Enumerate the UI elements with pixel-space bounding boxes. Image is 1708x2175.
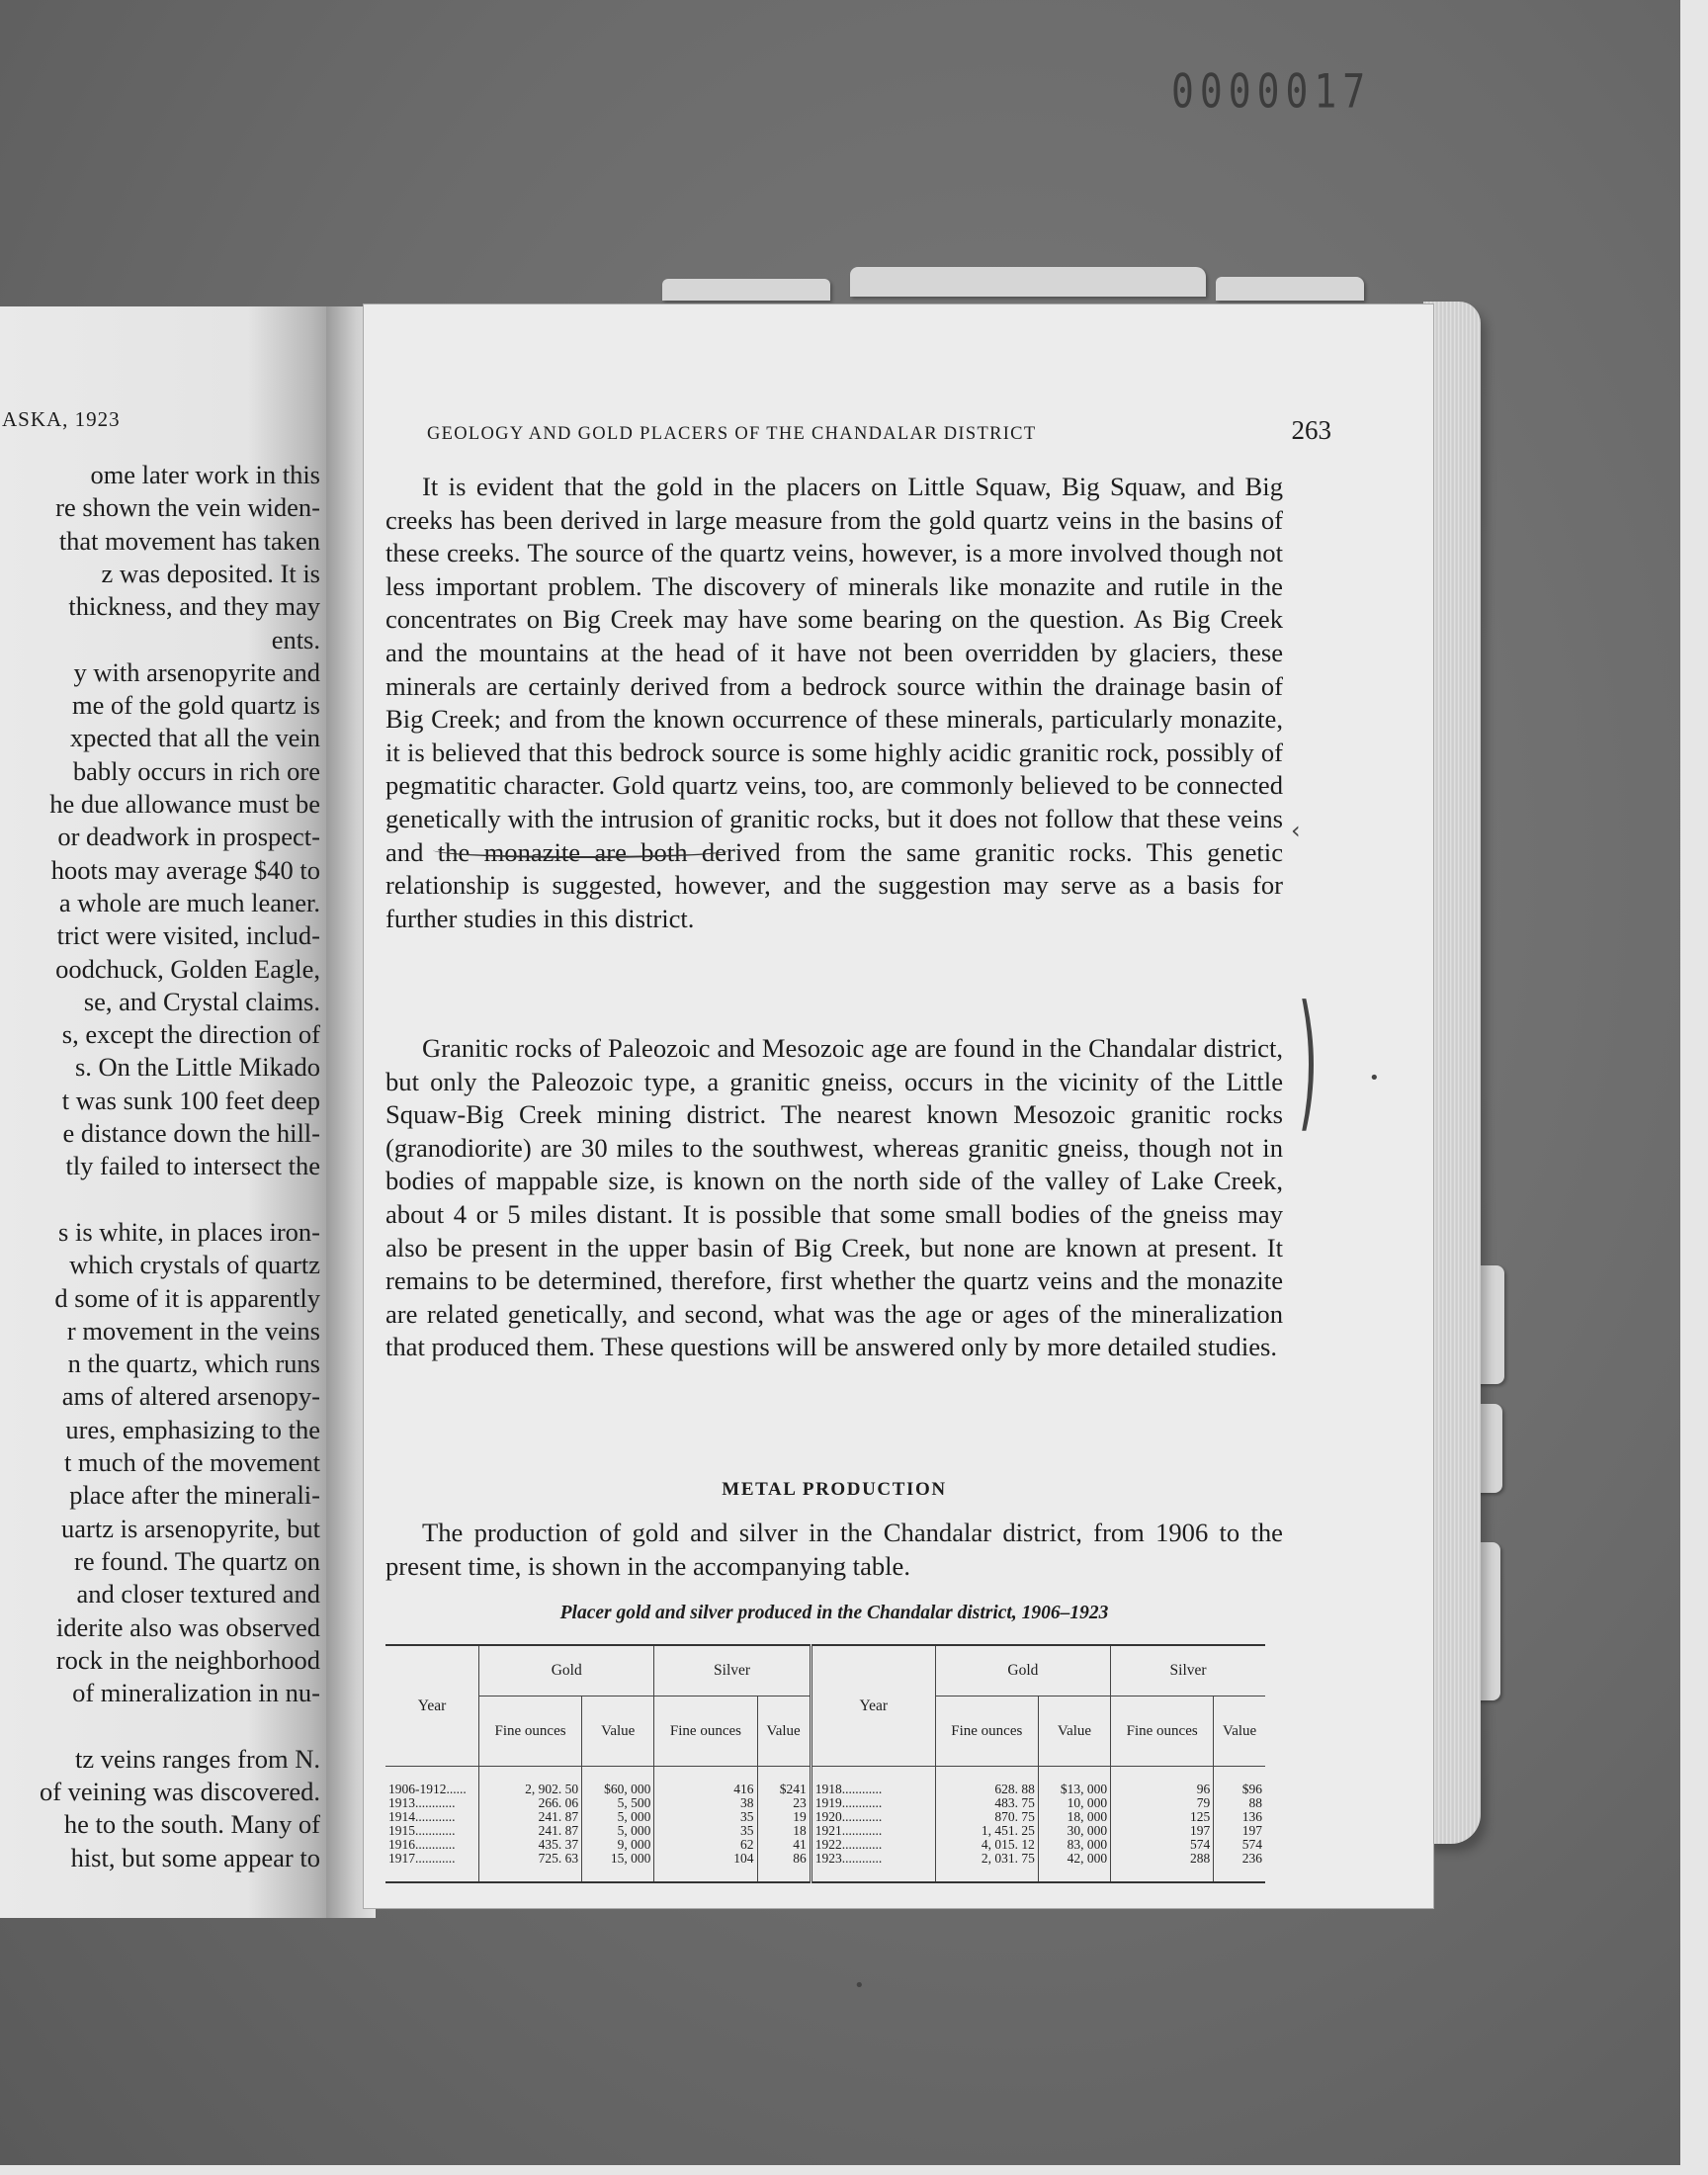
- left-text-line: trict were visited, includ-: [56, 920, 320, 951]
- section-heading: METAL PRODUCTION: [722, 1479, 947, 1500]
- left-text-line: n the quartz, which runs: [67, 1348, 320, 1379]
- table-cell-year: 1917............: [388, 1851, 456, 1866]
- table-cell: 197: [1111, 1824, 1214, 1838]
- paragraph: The production of gold and silver in the Chandalar district, from 1906 to the present time, is shown in the accompanying table.: [385, 1518, 1283, 1581]
- left-text-line: place after the minerali-: [69, 1480, 320, 1511]
- table-cell: 23: [757, 1796, 811, 1810]
- left-text-line: s, except the direction of: [61, 1019, 320, 1050]
- table-cell: 96: [1111, 1767, 1214, 1797]
- table-cell: 2, 902. 50: [479, 1767, 582, 1797]
- header-fine-ounces: Fine ounces: [654, 1696, 757, 1767]
- left-text-line: e distance down the hill-: [62, 1118, 320, 1148]
- left-text-line: hoots may average $40 to: [50, 854, 320, 885]
- table-cell: 266. 06: [479, 1796, 582, 1810]
- running-head-title: GEOLOGY AND GOLD PLACERS OF THE CHANDALAR DISTRICT: [427, 424, 1037, 444]
- table-cell: 197: [1214, 1824, 1265, 1838]
- left-text-line: y with arsenopyrite and: [73, 656, 320, 687]
- table-cell: 18, 000: [1038, 1810, 1110, 1824]
- table-cell-year: 1920............: [811, 1810, 935, 1824]
- table-cell: 104: [654, 1852, 757, 1882]
- paragraph: Granitic rocks of Paleozoic and Mesozoic age are found in the Chandalar district, but only the Paleozoic type, a granitic gneiss, occurs in the vicinity of the Little Squaw-Big Creek mining district. The nearest known Mesozoic granitic rocks (granodiorite) are 30 miles to the southwest, whereas granitic gneiss, though not in bodies of mappable size, is known on the north side of the valley of Lake Creek, about 4 or 5 miles distant. It is possible that some small bodies of the gneiss may also be present in the upper basin of Big Creek, but none are known at present. It remains to be determined, therefore, first whether the quartz veins and the monazite are related genetically, and second, what was the age or ages of the mineralization that produced them. These questions will be answered only by more detailed studies.: [385, 1033, 1283, 1362]
- left-text-line: xpected that all the vein: [69, 723, 320, 753]
- table-cell: 574: [1214, 1838, 1265, 1852]
- table-cell: 88: [1214, 1796, 1265, 1810]
- table-cell: $13, 000: [1038, 1767, 1110, 1797]
- table-cell: 19: [757, 1810, 811, 1824]
- left-text-line: thickness, and they may: [68, 591, 320, 622]
- paragraph: It is evident that the gold in the placers on Little Squaw, Big Squaw, and Big creeks has been derived in large measure from the gold quartz veins in the basins of these creeks. The source of the quartz veins, however, is a more involved though not less important problem. The discovery of minerals like monazite and rutile in the concentrates on Big Creek may have some bearing on the question. As Big Creek and the mountains at the head of it have not been overridden by glaciers, these minerals are certainly derived from a bedrock source within the drainage basin of Big Creek; and from the known occurrence of these minerals, particularly monazite, it is believed that this bedrock source is some highly acidic granitic rock, possibly of pegmatitic character. Gold quartz veins, too, are commonly believed to be connected genetically with the intrusion of granitic rocks, but it does not follow that these veins and the monazite are both derived from the same granitic rocks. This genetic relationship is suggested, however, and the suggestion may serve as a basis for further studies in this district.: [385, 472, 1283, 933]
- table-cell: 4, 015. 12: [935, 1838, 1038, 1852]
- table-cell: 628. 88: [935, 1767, 1038, 1797]
- table-row: [385, 1852, 1265, 1882]
- pencil-dot: •: [1369, 1068, 1380, 1088]
- header-gold: Gold: [479, 1645, 654, 1696]
- left-page: [0, 306, 354, 1918]
- table-cell: 125: [1111, 1810, 1214, 1824]
- left-text-line: r movement in the veins: [66, 1315, 320, 1346]
- table-cell: 42, 000: [1038, 1852, 1110, 1882]
- header-value: Value: [757, 1696, 811, 1767]
- pencil-check-mark: ‹: [1291, 817, 1301, 844]
- torn-tab: [1216, 277, 1364, 301]
- table-cell: $60, 000: [582, 1767, 654, 1797]
- left-text-line: t much of the movement: [63, 1447, 320, 1477]
- left-text-line: and closer textured and: [76, 1579, 320, 1610]
- table-cell-year: 1913............: [388, 1795, 456, 1810]
- header-value: Value: [1038, 1696, 1110, 1767]
- header-gold: Gold: [935, 1645, 1110, 1696]
- left-text-line: of mineralization in nu-: [72, 1678, 320, 1708]
- table-caption: Placer gold and silver produced in the Chandalar district, 1906–1923: [559, 1603, 1109, 1623]
- table-cell: 35: [654, 1824, 757, 1838]
- table-cell-year: 1916............: [388, 1837, 456, 1852]
- table-cell: 136: [1214, 1810, 1265, 1824]
- table-cell-year: 1915............: [388, 1823, 456, 1838]
- header-silver: Silver: [1111, 1645, 1265, 1696]
- table-cell: 83, 000: [1038, 1838, 1110, 1852]
- left-text-line: of veining was discovered.: [39, 1777, 320, 1806]
- table-cell: 416: [654, 1767, 757, 1797]
- left-text-line: re found. The quartz on: [74, 1545, 320, 1576]
- table-row: [385, 1767, 1265, 1797]
- header-fine-ounces: Fine ounces: [479, 1696, 582, 1767]
- table-cell: 5, 000: [582, 1824, 654, 1838]
- table-cell: 5, 500: [582, 1796, 654, 1810]
- table-cell: $96: [1214, 1767, 1265, 1797]
- right-page: [364, 304, 1433, 1996]
- production-table-body: [385, 1767, 1265, 1883]
- table-cell: $241: [757, 1767, 811, 1797]
- left-text-line: tly failed to intersect the: [65, 1151, 320, 1181]
- table-cell-year: 1918............: [811, 1767, 935, 1797]
- left-text-line: ome later work in this: [90, 460, 320, 489]
- left-text-line: ures, emphasizing to the: [65, 1414, 320, 1444]
- table-cell: 10, 000: [1038, 1796, 1110, 1810]
- left-text-line: re shown the vein widen-: [55, 492, 320, 523]
- header-fine-ounces: Fine ounces: [1111, 1696, 1214, 1767]
- left-text-line: s is white, in places iron-: [58, 1216, 320, 1247]
- table-cell: 62: [654, 1838, 757, 1852]
- table-cell: 574: [1111, 1838, 1214, 1852]
- table-cell: 41: [757, 1838, 811, 1852]
- table-cell: 288: [1111, 1852, 1214, 1882]
- table-cell-year: 1906-1912......: [388, 1782, 467, 1796]
- table-cell: 79: [1111, 1796, 1214, 1810]
- pencil-underline: [433, 842, 729, 858]
- running-head: [427, 415, 1331, 446]
- document-stamp: 0000017: [1171, 63, 1372, 119]
- page-number: 263: [1291, 415, 1331, 445]
- table-cell: 483. 75: [935, 1796, 1038, 1810]
- table-cell: 86: [757, 1852, 811, 1882]
- table-cell-year: 1921............: [811, 1824, 935, 1838]
- left-text-line: t was sunk 100 feet deep: [61, 1085, 320, 1115]
- table-cell: 38: [654, 1796, 757, 1810]
- header-value: Value: [582, 1696, 654, 1767]
- table-cell-year: 1922............: [811, 1838, 935, 1852]
- table-cell: 870. 75: [935, 1810, 1038, 1824]
- header-year: Year: [811, 1645, 935, 1767]
- left-text-line: he to the south. Many of: [63, 1809, 320, 1840]
- table-row: [385, 1796, 1265, 1810]
- torn-tab: [662, 279, 830, 301]
- left-text-line: me of the gold quartz is: [72, 690, 320, 721]
- left-text-line: d some of it is apparently: [54, 1282, 320, 1313]
- header-year: Year: [385, 1645, 479, 1767]
- left-text-line: ents.: [271, 624, 320, 654]
- left-text-line: bably occurs in rich ore: [72, 755, 320, 786]
- left-text-line: hist, but some appear to: [70, 1842, 320, 1872]
- table-row: [385, 1824, 1265, 1838]
- table-cell-year: 1914............: [388, 1809, 456, 1824]
- table-cell: 241. 87: [479, 1824, 582, 1838]
- table-cell: 35: [654, 1810, 757, 1824]
- pencil-bracket-mark: ): [1298, 975, 1319, 1147]
- pencil-dot: •: [854, 1975, 865, 1996]
- table-cell-year: 1919............: [811, 1796, 935, 1810]
- table-cell: 5, 000: [582, 1810, 654, 1824]
- left-text-line: iderite also was observed: [55, 1611, 320, 1642]
- table-row: [385, 1838, 1265, 1852]
- production-table: [385, 1644, 1265, 1883]
- left-text-line: oodchuck, Golden Eagle,: [55, 953, 320, 984]
- left-running-head: ASKA, 1923: [2, 407, 121, 431]
- left-text-line: a whole are much leaner.: [58, 887, 320, 917]
- left-text-line: tz veins ranges from N.: [75, 1743, 320, 1774]
- table-cell: 2, 031. 75: [935, 1852, 1038, 1882]
- left-text-line: z was deposited. It is: [101, 558, 320, 588]
- table-cell: 435. 37: [479, 1838, 582, 1852]
- table-cell: 1, 451. 25: [935, 1824, 1038, 1838]
- table-cell: 241. 87: [479, 1810, 582, 1824]
- production-table-wrapper: [385, 1644, 1265, 1883]
- table-row: [385, 1810, 1265, 1824]
- table-cell: 15, 000: [582, 1852, 654, 1882]
- left-text-line: which crystals of quartz: [69, 1250, 320, 1280]
- left-text-line: s. On the Little Mikado: [74, 1052, 320, 1083]
- left-text-line: that movement has taken: [58, 525, 320, 556]
- left-text-line: ams of altered arsenopy-: [61, 1381, 320, 1412]
- table-cell: 725. 63: [479, 1852, 582, 1882]
- left-text-line: uartz is arsenopyrite, but: [61, 1513, 320, 1543]
- table-cell-year: 1923............: [811, 1852, 935, 1882]
- left-text-line: he due allowance must be: [49, 789, 320, 819]
- left-text-line: or deadwork in prospect-: [57, 822, 320, 852]
- left-text-line: se, and Crystal claims.: [83, 986, 320, 1016]
- table-cell: 9, 000: [582, 1838, 654, 1852]
- table-cell: 30, 000: [1038, 1824, 1110, 1838]
- header-value: Value: [1214, 1696, 1265, 1767]
- header-silver: Silver: [654, 1645, 811, 1696]
- header-fine-ounces: Fine ounces: [935, 1696, 1038, 1767]
- table-cell: 18: [757, 1824, 811, 1838]
- table-cell: 236: [1214, 1852, 1265, 1882]
- torn-tab: [850, 267, 1206, 297]
- left-text-line: rock in the neighborhood: [55, 1644, 320, 1675]
